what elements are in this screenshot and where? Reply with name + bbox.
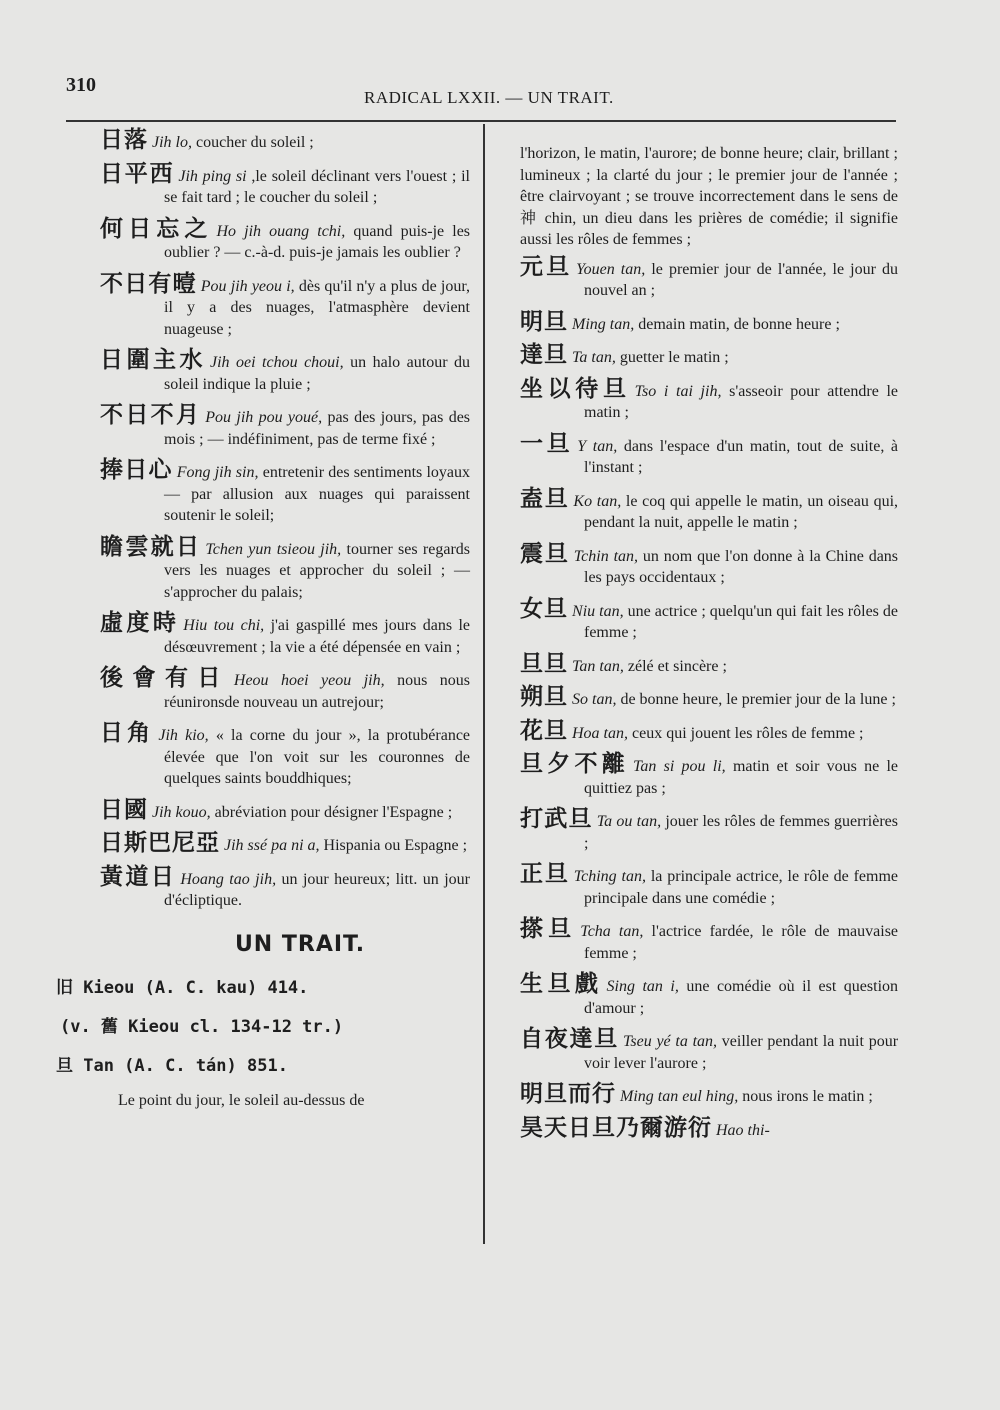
dictionary-entry <box>100 665 471 713</box>
entry-romanization: Y tan, <box>577 437 618 455</box>
column-divider <box>483 124 485 1244</box>
entry-definition: guetter le matin ; <box>619 349 729 366</box>
entry-hanzi: 女旦 <box>520 595 569 622</box>
section-heading: UN TRAIT. <box>234 931 366 957</box>
dictionary-entry <box>520 540 899 589</box>
entry-definition: demain matin, de bonne heure ; <box>638 315 840 333</box>
dictionary-entry <box>100 830 470 857</box>
entry-hanzi: 震旦 <box>520 540 570 567</box>
entry-hanzi: 朔旦 <box>520 684 568 710</box>
dictionary-entry <box>520 485 899 534</box>
entry-hanzi: 旦旦 <box>520 650 568 677</box>
dictionary-entry <box>100 127 470 154</box>
dictionary-entry <box>520 375 899 424</box>
dictionary-entry <box>100 402 471 450</box>
left-column <box>56 127 471 1112</box>
entry-hanzi: 花旦 <box>520 717 568 744</box>
entry-hanzi: 達旦 <box>520 342 568 368</box>
entry-definition: Hispania ou Espagne ; <box>323 837 468 854</box>
entry-definition: un nom que l'on donne à la Chine dans les pays occidentaux ; <box>584 547 899 586</box>
entry-definition: j'ai gaspillé mes jours dans le désœuvrement ; la vie a été dépensée en vain ; <box>164 617 471 656</box>
entry-romanization: Ho jih ouang tchi, <box>216 222 346 240</box>
page-number: 310 <box>66 74 96 96</box>
header-rule <box>66 120 896 122</box>
entry-definition: l'actrice fardée, le rôle de mauvaise femme ; <box>584 923 899 962</box>
entry-definition: dès qu'il n'y a plus de jour, il y a des nuages, l'atmasphère devient nuageuse ; <box>164 277 471 338</box>
intro-text: Le point du jour, le soleil au-dessus de <box>118 1091 365 1109</box>
entry-romanization: Tchin tan, <box>573 547 639 565</box>
entry-romanization: Ming tan eul hing, <box>620 1088 739 1105</box>
entry-romanization: Pou jih pou youé, <box>205 409 323 426</box>
dictionary-entry <box>520 916 899 964</box>
entry-hanzi: 日斯巴尼亞 <box>100 830 220 856</box>
entry-definition: une comédie où il est question d'amour ; <box>584 978 899 1017</box>
entry-romanization: Youen tan, <box>576 260 646 278</box>
entry-romanization: Tso i tai jih, <box>634 382 722 400</box>
dictionary-entry <box>520 684 898 711</box>
entry-definition: matin et soir vous ne le quittiez pas ; <box>584 758 899 797</box>
dictionary-entry <box>100 610 471 658</box>
continuation-text: l'horizon, le matin, l'aurore; de bonne heure; clair, brillant ; lumineux ; la clarté du jour ; le premier jour de l'année ; être clairvoyant ; se trouve incorrectement dans le sens de 神 chin, un dieu dans les prières de comédie; il signifie aussi les rôles de femmes ; <box>520 145 898 248</box>
entry-definition: le coq qui appelle le matin, un oiseau qui, pendant la nuit, appelle le matin ; <box>584 492 899 531</box>
entry-romanization: Ta ou tan, <box>596 813 662 830</box>
entry-hanzi: 明旦 <box>520 308 568 335</box>
dictionary-entry <box>520 717 898 745</box>
entry-definition: dans l'espace d'un matin, tout de suite, à l'instant ; <box>584 437 899 476</box>
entry-romanization: Heou hoei yeou jih, <box>233 672 385 689</box>
entry-definition: quand puis-je les oublier ? — c.-à-d. puis-je jamais les oublier ? <box>164 222 471 261</box>
entry-hanzi: 明旦而行 <box>520 1081 616 1107</box>
entry-hanzi: 盍旦 <box>520 485 570 512</box>
entry-romanization: Niu tan, <box>572 602 624 620</box>
entry-hanzi: 搽旦 <box>520 916 577 942</box>
entry-hanzi: 不日有曀 <box>100 270 197 297</box>
entry-definition: une actrice ; quelqu'un qui fait les rôles de femme ; <box>584 602 899 641</box>
entry-hanzi: 日角 <box>100 720 155 746</box>
entry-definition: veiller pendant la nuit pour voir lever l'aurore ; <box>584 1033 899 1072</box>
entry-romanization: Jih oei tchou choui, <box>209 354 344 371</box>
head-line: 旦 Tan (A. C. tán) 851. <box>56 1055 288 1076</box>
entry-romanization: Tseu yé ta tan, <box>622 1033 718 1050</box>
entry-romanization: Jih lo, <box>152 134 192 151</box>
right-entries <box>520 253 899 1142</box>
entry-romanization: Jih ping si <box>178 167 247 185</box>
dictionary-entry <box>520 1081 898 1108</box>
entry-romanization: Sing tan i, <box>606 978 679 995</box>
left-entries <box>100 127 471 912</box>
entry-romanization: Fong jih sin, <box>176 464 259 481</box>
dictionary-entry <box>520 308 898 336</box>
entry-definition: ceux qui jouent les rôles de femme ; <box>632 724 864 742</box>
running-title: RADICAL LXXII. — UN TRAIT. <box>364 88 614 107</box>
entry-definition: ,le soleil déclinant vers l'ouest ; il se fait tard ; le coucher du soleil ; <box>164 167 470 206</box>
entry-definition: jouer les rôles de femmes guerrières ; <box>584 813 899 852</box>
entry-romanization: Hoang tao jih, <box>180 870 277 888</box>
entry-hanzi: 何日忘之 <box>100 215 213 242</box>
entry-hanzi: 自夜達旦 <box>520 1026 619 1052</box>
dictionary-entry <box>100 270 471 341</box>
entry-definition: zélé et sincère ; <box>627 657 727 675</box>
entry-definition: tourner ses regards vers les nuages et approcher du soleil ; — s'approcher du palais; <box>164 540 471 601</box>
entry-romanization: So tan, <box>572 691 617 708</box>
right-column <box>520 143 898 1151</box>
entry-definition: un jour heureux; litt. un jour d'écliptique. <box>164 870 471 909</box>
entry-romanization: Tcha tan, <box>580 923 644 940</box>
entry-hanzi: 旦夕不離 <box>520 751 629 777</box>
entry-hanzi: 生旦戲 <box>520 971 603 997</box>
entry-romanization: Tchen yun tsieou jih, <box>205 540 342 558</box>
dictionary-entry <box>520 253 899 302</box>
entry-definition: la principale actrice, le rôle de femme principale dans une comédie ; <box>584 868 899 907</box>
entry-definition: s'asseoir pour attendre le matin ; <box>584 382 899 421</box>
entry-romanization: Jih kio, <box>158 727 209 744</box>
dictionary-entry <box>520 806 899 854</box>
entry-hanzi: 日圍主水 <box>100 347 206 373</box>
entry-romanization: Hiu tou chi, <box>183 617 265 634</box>
dictionary-entry <box>520 650 898 678</box>
dictionary-entry <box>520 1026 899 1074</box>
entry-hanzi: 坐以待旦 <box>520 375 631 402</box>
head-line: (v. 舊 Kieou cl. 134-12 tr.) <box>60 1016 344 1037</box>
entry-hanzi: 瞻雲就日 <box>100 533 202 560</box>
dictionary-entry <box>520 342 898 369</box>
entry-romanization: Ko tan, <box>573 492 622 510</box>
dictionary-entry <box>100 796 470 824</box>
entry-romanization: Hoa tan, <box>572 724 628 742</box>
entry-hanzi: 不日不月 <box>100 402 202 428</box>
entry-romanization: Tan si pou li, <box>632 758 726 775</box>
entry-definition: pas des jours, pas des mois ; — indéfiniment, pas de terme fixé ; <box>164 409 471 448</box>
dictionary-entry <box>100 160 470 209</box>
dictionary-entry <box>520 971 899 1019</box>
dictionary-entry <box>520 751 899 799</box>
entry-romanization: Tan tan, <box>572 657 624 675</box>
entry-definition: entretenir des sentiments loyaux — par allusion aux nuages qui paraissent soutenir le soleil; <box>164 464 471 524</box>
entry-hanzi: 後會有日 <box>100 665 230 691</box>
entry-definition: le premier jour de l'année, le jour du nouvel an ; <box>584 260 899 299</box>
entry-hanzi: 日平西 <box>100 160 175 187</box>
dictionary-entry <box>520 1114 898 1142</box>
entry-definition: nous nous réunironsde nouveau un autrejour; <box>164 672 471 711</box>
entry-romanization: Pou jih yeou i, <box>200 277 295 295</box>
entry-hanzi: 昊天日旦乃爾游衍 <box>520 1114 712 1141</box>
head-line: 旧 Kieou (A. C. kau) 414. <box>56 977 309 998</box>
entry-hanzi: 一旦 <box>520 430 574 457</box>
entry-hanzi: 日落 <box>100 127 148 153</box>
entry-definition: nous irons le matin ; <box>742 1088 873 1105</box>
entry-hanzi: 元旦 <box>520 253 573 280</box>
dictionary-entry <box>520 430 899 479</box>
entry-hanzi: 打武旦 <box>520 806 593 832</box>
dictionary-entry <box>100 533 471 604</box>
entry-definition: de bonne heure, le premier jour de la lune ; <box>620 691 896 708</box>
entry-definition: abréviation pour désigner l'Espagne ; <box>214 803 453 821</box>
entry-hanzi: 正旦 <box>520 861 570 887</box>
entry-definition: un halo autour du soleil indique la pluie ; <box>164 354 471 393</box>
entry-romanization: Jih ssé pa ni a, <box>224 837 320 854</box>
dictionary-entry <box>100 863 471 912</box>
entry-romanization: Ta tan, <box>572 349 616 366</box>
entry-romanization: Jih kouo, <box>152 803 211 821</box>
entry-romanization: Ming tan, <box>572 315 635 333</box>
dictionary-entry <box>520 595 899 644</box>
entry-hanzi: 日國 <box>100 796 148 823</box>
entry-romanization: Tching tan, <box>573 868 646 885</box>
entry-hanzi: 虛度時 <box>100 610 180 636</box>
dictionary-entry <box>100 347 471 395</box>
dictionary-entry <box>520 861 899 909</box>
entry-romanization: Hao thi- <box>716 1121 770 1139</box>
dictionary-entry <box>100 457 471 527</box>
dictionary-entry <box>100 720 471 790</box>
dictionary-entry <box>100 215 471 264</box>
entry-hanzi: 捧日心 <box>100 457 173 483</box>
entry-definition: « la corne du jour », la protubérance élevée que l'on voit sur les couronnes de quelques saints bouddhiques; <box>164 727 471 787</box>
entry-hanzi: 黃道日 <box>100 863 177 890</box>
entry-definition: coucher du soleil ; <box>196 134 314 151</box>
